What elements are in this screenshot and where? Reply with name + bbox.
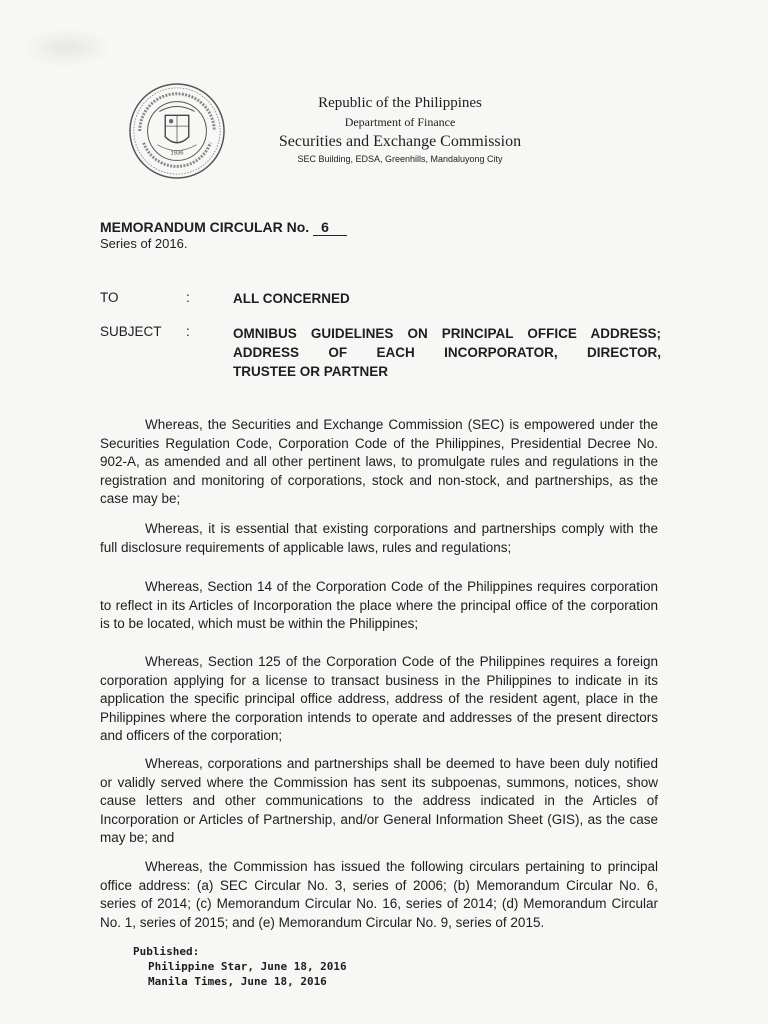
memo-number: 6: [313, 219, 347, 236]
memo-title-text: MEMORANDUM CIRCULAR No.: [100, 219, 310, 235]
to-value: ALL CONCERNED: [233, 291, 350, 306]
paragraph-2: Whereas, it is essential that existing corporations and partnerships comply with the full disclosure requirements of applicable laws, rules and regulations;: [100, 521, 658, 555]
paragraph-1: Whereas, the Securities and Exchange Commission (SEC) is empowered under the Securities Regulation Code, Corporation Code of the Philippines, Presidential Decree No. 902-A, as amended and all other pertinent laws, to promulgate rules and regulations in the registration and monitoring of corporations, stock and non-stock, and partnerships, as the case may be;: [100, 417, 658, 506]
scan-smudge: [22, 28, 112, 68]
sec-seal-icon: [128, 82, 226, 180]
subject-label: SUBJECT: [100, 324, 162, 339]
published-note: [133, 944, 347, 989]
published-line-2: Manila Times, June 18, 2016: [148, 975, 327, 988]
paragraph-5: Whereas, corporations and partnerships shall be deemed to have been duly notified or validly served where the Commission has sent its subpoenas, summons, notices, show cause letters and other communications to the address indicated in the Articles of Incorporation or Articles of Partnership, and/or General Information Sheet (GIS), as the case may be; and: [100, 756, 658, 845]
paragraph-3: Whereas, Section 14 of the Corporation Code of the Philippines requires corporation to reflect in its Articles of Incorporation the place where the principal office of the corporation is to be located, which must be within the Philippines;: [100, 579, 658, 631]
subject-line-1: OMNIBUS GUIDELINES ON PRINCIPAL OFFICE ADDRESS;: [233, 326, 661, 341]
memo-series: Series of 2016.: [100, 236, 188, 251]
svg-text:1936: 1936: [170, 150, 184, 157]
letterhead-department: Department of Finance: [344, 115, 456, 129]
paragraph-4: Whereas, Section 125 of the Corporation Code of the Philippines requires a foreign corporation applying for a license to transact business in the Philippines to indicate in its application the specific principal office address, address of the resident agent, place in the Philippines where the corporation intends to operate and addresses of the present directors and officers of the corporation;: [100, 654, 658, 743]
published-label: Published:: [133, 945, 200, 958]
letterhead: [250, 93, 550, 165]
subject-colon: :: [186, 324, 190, 339]
memo-title: [100, 219, 347, 236]
paragraph-6: Whereas, the Commission has issued the following circulars pertaining to principal office address: (a) SEC Circular No. 3, series of 2006; (b) Memorandum Circular No. 6, series of 2014; (c) Memorandum Circular No. 16, series of 2014; (d) Memorandum Circular No. 1, series of 2015; and (e) Memorandum Circular No. 9, series of 2015.: [100, 859, 658, 930]
letterhead-agency: Securities and Exchange Commission: [278, 133, 522, 150]
subject-line-2: ADDRESS OF EACH INCORPORATOR, DIRECTOR,: [233, 345, 661, 360]
published-line-1: Philippine Star, June 18, 2016: [148, 960, 347, 973]
letterhead-address: SEC Building, EDSA, Greenhills, Mandaluyong City: [297, 154, 503, 164]
subject-line-3: TRUSTEE OR PARTNER: [233, 364, 389, 379]
letterhead-republic: Republic of the Philippines: [318, 95, 482, 111]
to-label: TO: [100, 290, 119, 305]
to-colon: :: [186, 290, 190, 305]
